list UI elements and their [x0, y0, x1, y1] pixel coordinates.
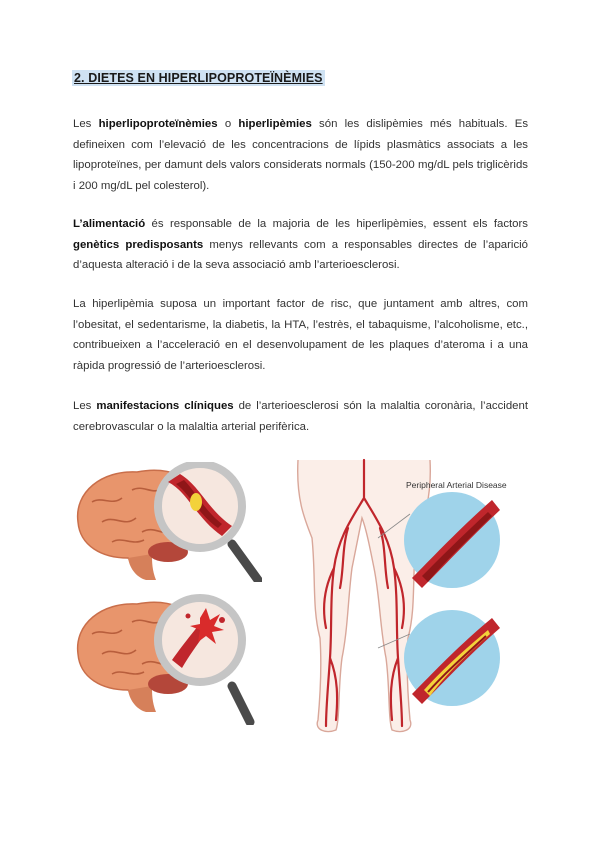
- term-manifestacions: manifestacions clíniques: [96, 400, 234, 412]
- text: de l’arterioesclerosi són la malaltia coronària, l’accident cerebrovascular o la malaltia arterial perifèrica.: [73, 400, 528, 433]
- text: o: [217, 118, 239, 130]
- text: Les: [73, 118, 99, 130]
- term-genetics: genètics predisposants: [73, 238, 204, 251]
- paragraph-definition: [73, 114, 528, 196]
- text: menys rellevants com a responsables directes de l’aparició d’aquesta alteració i de la seva associació amb l’arterioesclerosi.: [73, 238, 529, 271]
- magnifier-handle: [232, 544, 258, 580]
- section-heading: 2. DIETES EN HIPERLIPOPROTEÏNÈMIES: [74, 71, 323, 85]
- magnifier-handle: [232, 686, 250, 722]
- paragraph-alimentacio: [73, 214, 528, 276]
- term-hiperlipemies: hiperlipèmies: [238, 118, 312, 130]
- paragraph-risk-factors: [73, 294, 528, 376]
- brain-hemorrhage-illustration: [72, 590, 262, 725]
- text: són les dislipèmies més habituals. Es defineixen com l’elevació de les concentracions de lípids plasmàtics associats a les lipoproteïnes, per damunt dels valors considerats normals (150-200 mg/dL pels triglicèrids i 200 mg/dL pel colesterol).: [73, 118, 529, 192]
- brain-stenosis-illustration: [72, 462, 262, 582]
- text: Les: [73, 400, 97, 412]
- text: és responsable de la majoria de les hiperlipèmies, essent els factors: [145, 218, 528, 230]
- term-hiperlipoproteinemies: hiperlipoproteïnèmies: [98, 118, 218, 130]
- legs-outline: [298, 460, 431, 732]
- pad-label: Peripheral Arterial Disease: [406, 480, 507, 490]
- text: La hiperlipèmia suposa un important factor de risc, que juntament amb altres, com l’obesitat, el sedentarisme, la diabetis, la HTA, l’estrès, el tabaquisme, l’alcoholisme, etc., contribueixen a l’acceleració en el desenvolupament de les plaques d’ateroma i a una ràpida progressió de l’arterioesclerosi.: [73, 298, 528, 372]
- peripheral-arterial-disease-illustration: [282, 458, 527, 736]
- term-alimentacio: L’alimentació: [73, 218, 146, 230]
- paragraph-manifestations: [73, 396, 528, 437]
